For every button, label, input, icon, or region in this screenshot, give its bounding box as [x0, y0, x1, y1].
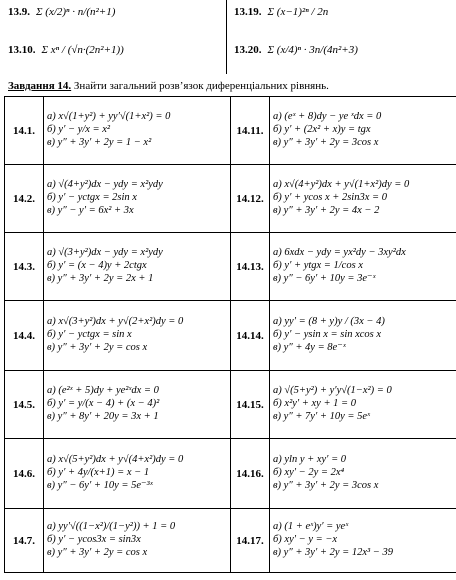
exercise-13-19: 13.19. Σ (x−1)²ⁿ / 2n [234, 6, 329, 18]
exercise-equations [270, 371, 456, 439]
exercise-number: 14.14. [231, 301, 270, 371]
exercise-number: 14.13. [231, 233, 270, 301]
exercise-number: 14.17. [231, 509, 270, 573]
exercise-equations [44, 233, 231, 301]
equation-b: б) y′ − yctgx = sin x [47, 329, 132, 341]
equation-b: б) y′ = (x − 4)y + 2ctgx [47, 260, 147, 272]
exercise-equations [44, 165, 231, 233]
exercise-number: 14.2. [5, 165, 44, 233]
equation-c: в) y″ + 3y′ + 2y = 12x³ − 39 [273, 546, 393, 558]
exercise-equations [270, 97, 456, 165]
equation-a: а) (1 + eˣ)y′ = yeˣ [273, 521, 349, 533]
table-row [5, 165, 456, 233]
equation-a: а) yy′ = (8 + y)y / (3x − 4) [273, 316, 385, 328]
exercise-number: 14.1. [5, 97, 44, 165]
exercise-equations [270, 509, 456, 573]
equation-a: а) x√(3+y²)dx + y√(2+x²)dy = 0 [47, 316, 184, 328]
exercise-equations [270, 165, 456, 233]
equation-b: б) y′ − ysin x = sin xcos x [273, 329, 382, 341]
equation-a: а) √(3+y²)dx − ydy = x²ydy [47, 247, 163, 259]
table-row [5, 233, 456, 301]
exercise-number: 14.7. [5, 509, 44, 573]
equation-c: в) y″ + 3y′ + 2y = 4x − 2 [273, 204, 380, 216]
equation-c: в) y″ + 3y′ + 2y = 2x + 1 [47, 272, 154, 284]
exercise-equations [44, 97, 231, 165]
exercise-13-10: 13.10. Σ xⁿ / (√n·(2n²+1)) [8, 44, 124, 56]
exercise-13-9: 13.9. Σ (x/2)ⁿ · n/(n²+1) [8, 6, 116, 18]
equation-c: в) y″ + 8y′ + 20y = 3x + 1 [47, 410, 159, 422]
exercise-equations [270, 233, 456, 301]
equation-b: б) x²y′ + xy + 1 = 0 [273, 398, 356, 410]
equation-a: а) x√(1+y²) + yy′√(1+x²) = 0 [47, 111, 171, 123]
equation-a: а) yln y + xy′ = 0 [273, 454, 347, 466]
exercise-equations [44, 371, 231, 439]
exercise-number: 14.5. [5, 371, 44, 439]
equation-c: в) y″ + 3y′ + 2y = cos x [47, 341, 148, 353]
equation-c: в) y″ − y′ = 6x² + 3x [47, 204, 134, 216]
exercise-equations [44, 439, 231, 509]
exercise-number: 14.11. [231, 97, 270, 165]
equation-a: а) 6xdx − ydy = yx²dy − 3xy²dx [273, 247, 406, 259]
table-row [5, 97, 456, 165]
equation-a: а) (eˣ + 8)dy − ye ˣdx = 0 [273, 111, 382, 123]
equation-b: б) y′ + ytgx = 1/cos x [273, 260, 363, 272]
equation-b: б) y′ − yctgx = 2sin x [47, 192, 137, 204]
table-row [5, 301, 456, 371]
equation-b: б) y′ + (2x² + x)y = tgx [273, 124, 371, 136]
equation-c: в) y″ + 3y′ + 2y = 3cos x [273, 136, 379, 148]
table-row [5, 439, 456, 509]
exercise-number: 14.15. [231, 371, 270, 439]
equation-a: а) x√(5+y²)dx + y√(4+x²)dy = 0 [47, 454, 184, 466]
exercise-number: 14.6. [5, 439, 44, 509]
equation-c: в) y″ + 3y′ + 2y = 1 − x² [47, 136, 152, 148]
exercise-number: 14.3. [5, 233, 44, 301]
equation-a: а) yy′√((1−x²)/(1−y²)) + 1 = 0 [47, 521, 176, 533]
exercise-number: 14.4. [5, 301, 44, 371]
equation-b: б) y′ − y/x = x² [47, 124, 111, 136]
equation-c: в) y″ + 3y′ + 2y = 3cos x [273, 479, 379, 491]
exercises-table [4, 96, 456, 573]
equation-b: б) xy′ − 2y = 2x⁴ [273, 467, 345, 479]
equation-b: б) xy′ − y = −x [273, 534, 338, 546]
exercise-equations [270, 301, 456, 371]
equation-a: а) √(4+y²)dx − ydy = x²ydy [47, 179, 163, 191]
exercise-13-20: 13.20. Σ (x/4)ⁿ · 3n/(4n²+3) [234, 44, 358, 56]
equation-a: а) x√(4+y²)dx + y√(1+x²)dy = 0 [273, 179, 410, 191]
equation-c: в) y″ + 4y = 8e⁻ˣ [273, 341, 346, 353]
equation-b: б) y′ − ycos3x = sin3x [47, 534, 141, 546]
exercise-equations [270, 439, 456, 509]
exercise-number: 14.12. [231, 165, 270, 233]
equation-c: в) y″ − 6y′ + 10y = 5e⁻³ˣ [47, 479, 153, 491]
equation-a: а) √(5+y²) + y′y√(1−x²) = 0 [273, 385, 392, 397]
equation-a: а) (e²ˣ + 5)dy + ye²ˣdx = 0 [47, 385, 159, 397]
table-row [5, 509, 456, 573]
equation-c: в) y″ + 3y′ + 2y = cos x [47, 546, 148, 558]
previous-exercises [0, 0, 456, 74]
equation-b: б) y′ + ycos x + 2sin3x = 0 [273, 192, 387, 204]
equation-b: б) y′ + 4y/(x+1) = x − 1 [47, 467, 150, 479]
exercise-equations [44, 301, 231, 371]
equation-c: в) y″ + 7y′ + 10y = 5eˣ [273, 410, 370, 422]
task-heading: Завдання 14. Знайти загальний розв’язок диференціальних рівнянь. [8, 80, 329, 92]
column-divider [226, 0, 227, 74]
table-row [5, 371, 456, 439]
exercise-number: 14.16. [231, 439, 270, 509]
equation-c: в) y″ − 6y′ + 10y = 3e⁻ˣ [273, 272, 376, 284]
exercise-equations [44, 509, 231, 573]
equation-b: б) y′ = y/(x − 4) + (x − 4)² [47, 398, 160, 410]
